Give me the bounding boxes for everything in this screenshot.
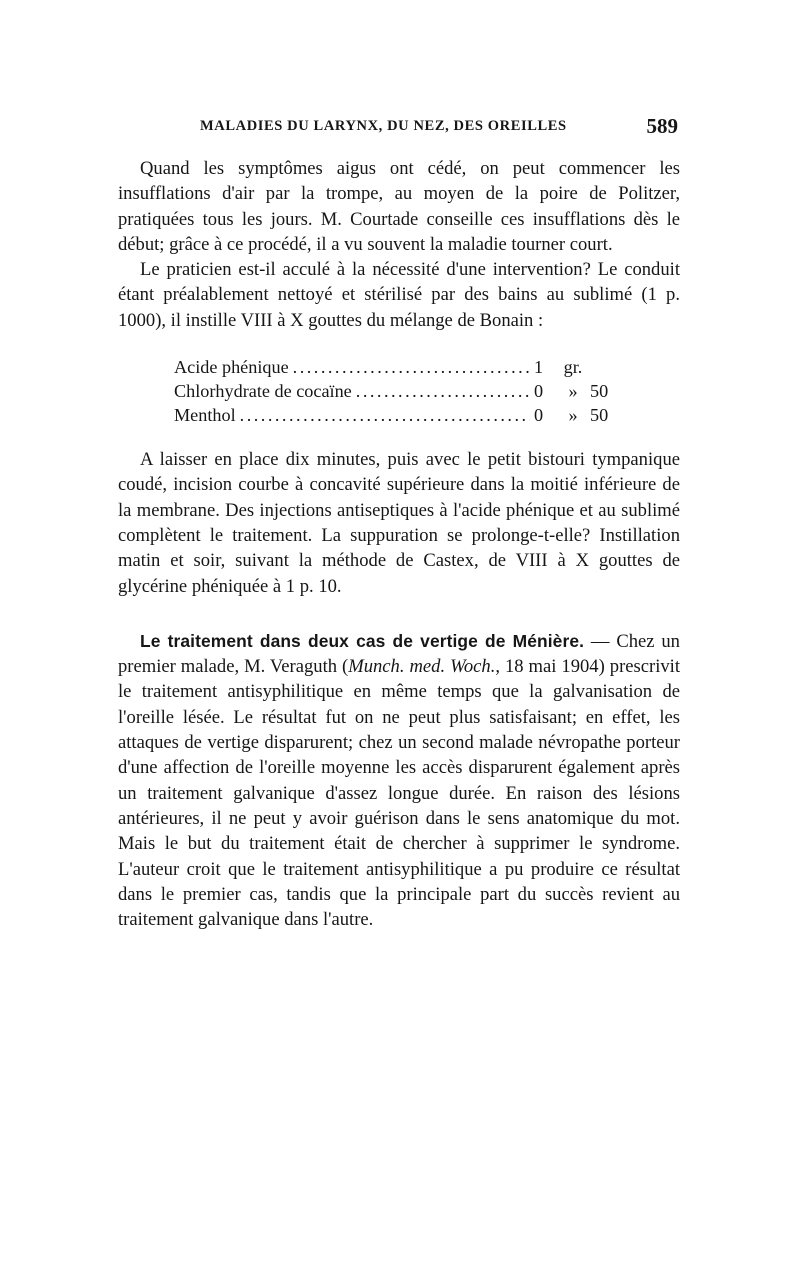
formula-quantity: 1 gr. [534, 357, 583, 378]
paragraph-insufflations: Quand les symptômes aigus ont cédé, on peut commencer les insufflations d'air par la trompe, au moyen de la poire de Politzer, pratiquées tous les jours. M. Courtade conseille ces insufflations dès le début; grâce à ce procédé, il a vu souvent la maladie tourner court. [118, 158, 680, 255]
section-intro: — Chez un premier malade, M. Veraguth ( [118, 630, 680, 678]
formula-row [174, 355, 624, 379]
running-title: MALADIES DU LARYNX, DU NEZ, DES OREILLES [200, 118, 567, 134]
formula-quantity: 0 » 50 [534, 381, 609, 402]
formula-ingredient: Acide phénique [174, 357, 289, 378]
page-number: 589 [646, 114, 678, 138]
paragraph-intervention: Le praticien est-il acculé à la nécessité d'une intervention? Le conduit étant préalablement nettoyé et stérilisé par des bains au sublimé (1 p. 1000), il instille VIII à X gouttes du mélange de Bonain : [118, 259, 680, 331]
formula-row [174, 379, 624, 403]
leader-dots [293, 355, 530, 379]
formula-quantity: 0 » 50 [534, 405, 609, 426]
book-page [118, 110, 680, 932]
formula-ingredient: Chlorhydrate de cocaïne [174, 381, 352, 402]
section-heading: Le traitement dans deux cas de vertige de Ménière. [140, 630, 585, 651]
leader-dots [240, 403, 530, 427]
citation-journal: Munch. med. Woch. [348, 656, 496, 678]
leader-dots [356, 379, 530, 403]
running-head [118, 110, 680, 144]
paragraph-meniere [118, 629, 680, 933]
formula-bonain [174, 355, 624, 427]
paragraph-procedure: A laisser en place dix minutes, puis avec le petit bistouri tympanique coudé, incision courbe à concavité supérieure dans la moitié inférieure de la membrane. Des injections antiseptiques à l'acide phénique et au sublimé complètent le traitement. La suppuration se prolonge-t-elle? Instillation matin et soir, suivant la méthode de Castex, de VIII à X gouttes de glycérine phéniquée à 1 p. 10. [118, 449, 680, 597]
formula-ingredient: Menthol [174, 405, 236, 426]
formula-row [174, 403, 624, 427]
section-body: , 18 mai 1904) prescrivit le traitement antisyphilitique en même temps que la galvanisation de l'oreille lésée. Le résultat fut on ne peut plus satisfaisant; en effet, les attaques de vertige disparurent; chez un second malade névropathe porteur d'une affection de l'oreille moyenne les accès disparurent également après un traitement galvanique d'assez longue durée. En raison des lésions antérieures, il ne peut y avoir guérison dans le sens anatomique du mot. Mais le but du traitement était de chercher à supprimer le syndrome. L'auteur croit que le traitement antisyphilitique a pu produire ce résultat dans le premier cas, tandis que la principale part du succès revient au traitement galvanique dans l'autre. [118, 656, 680, 931]
